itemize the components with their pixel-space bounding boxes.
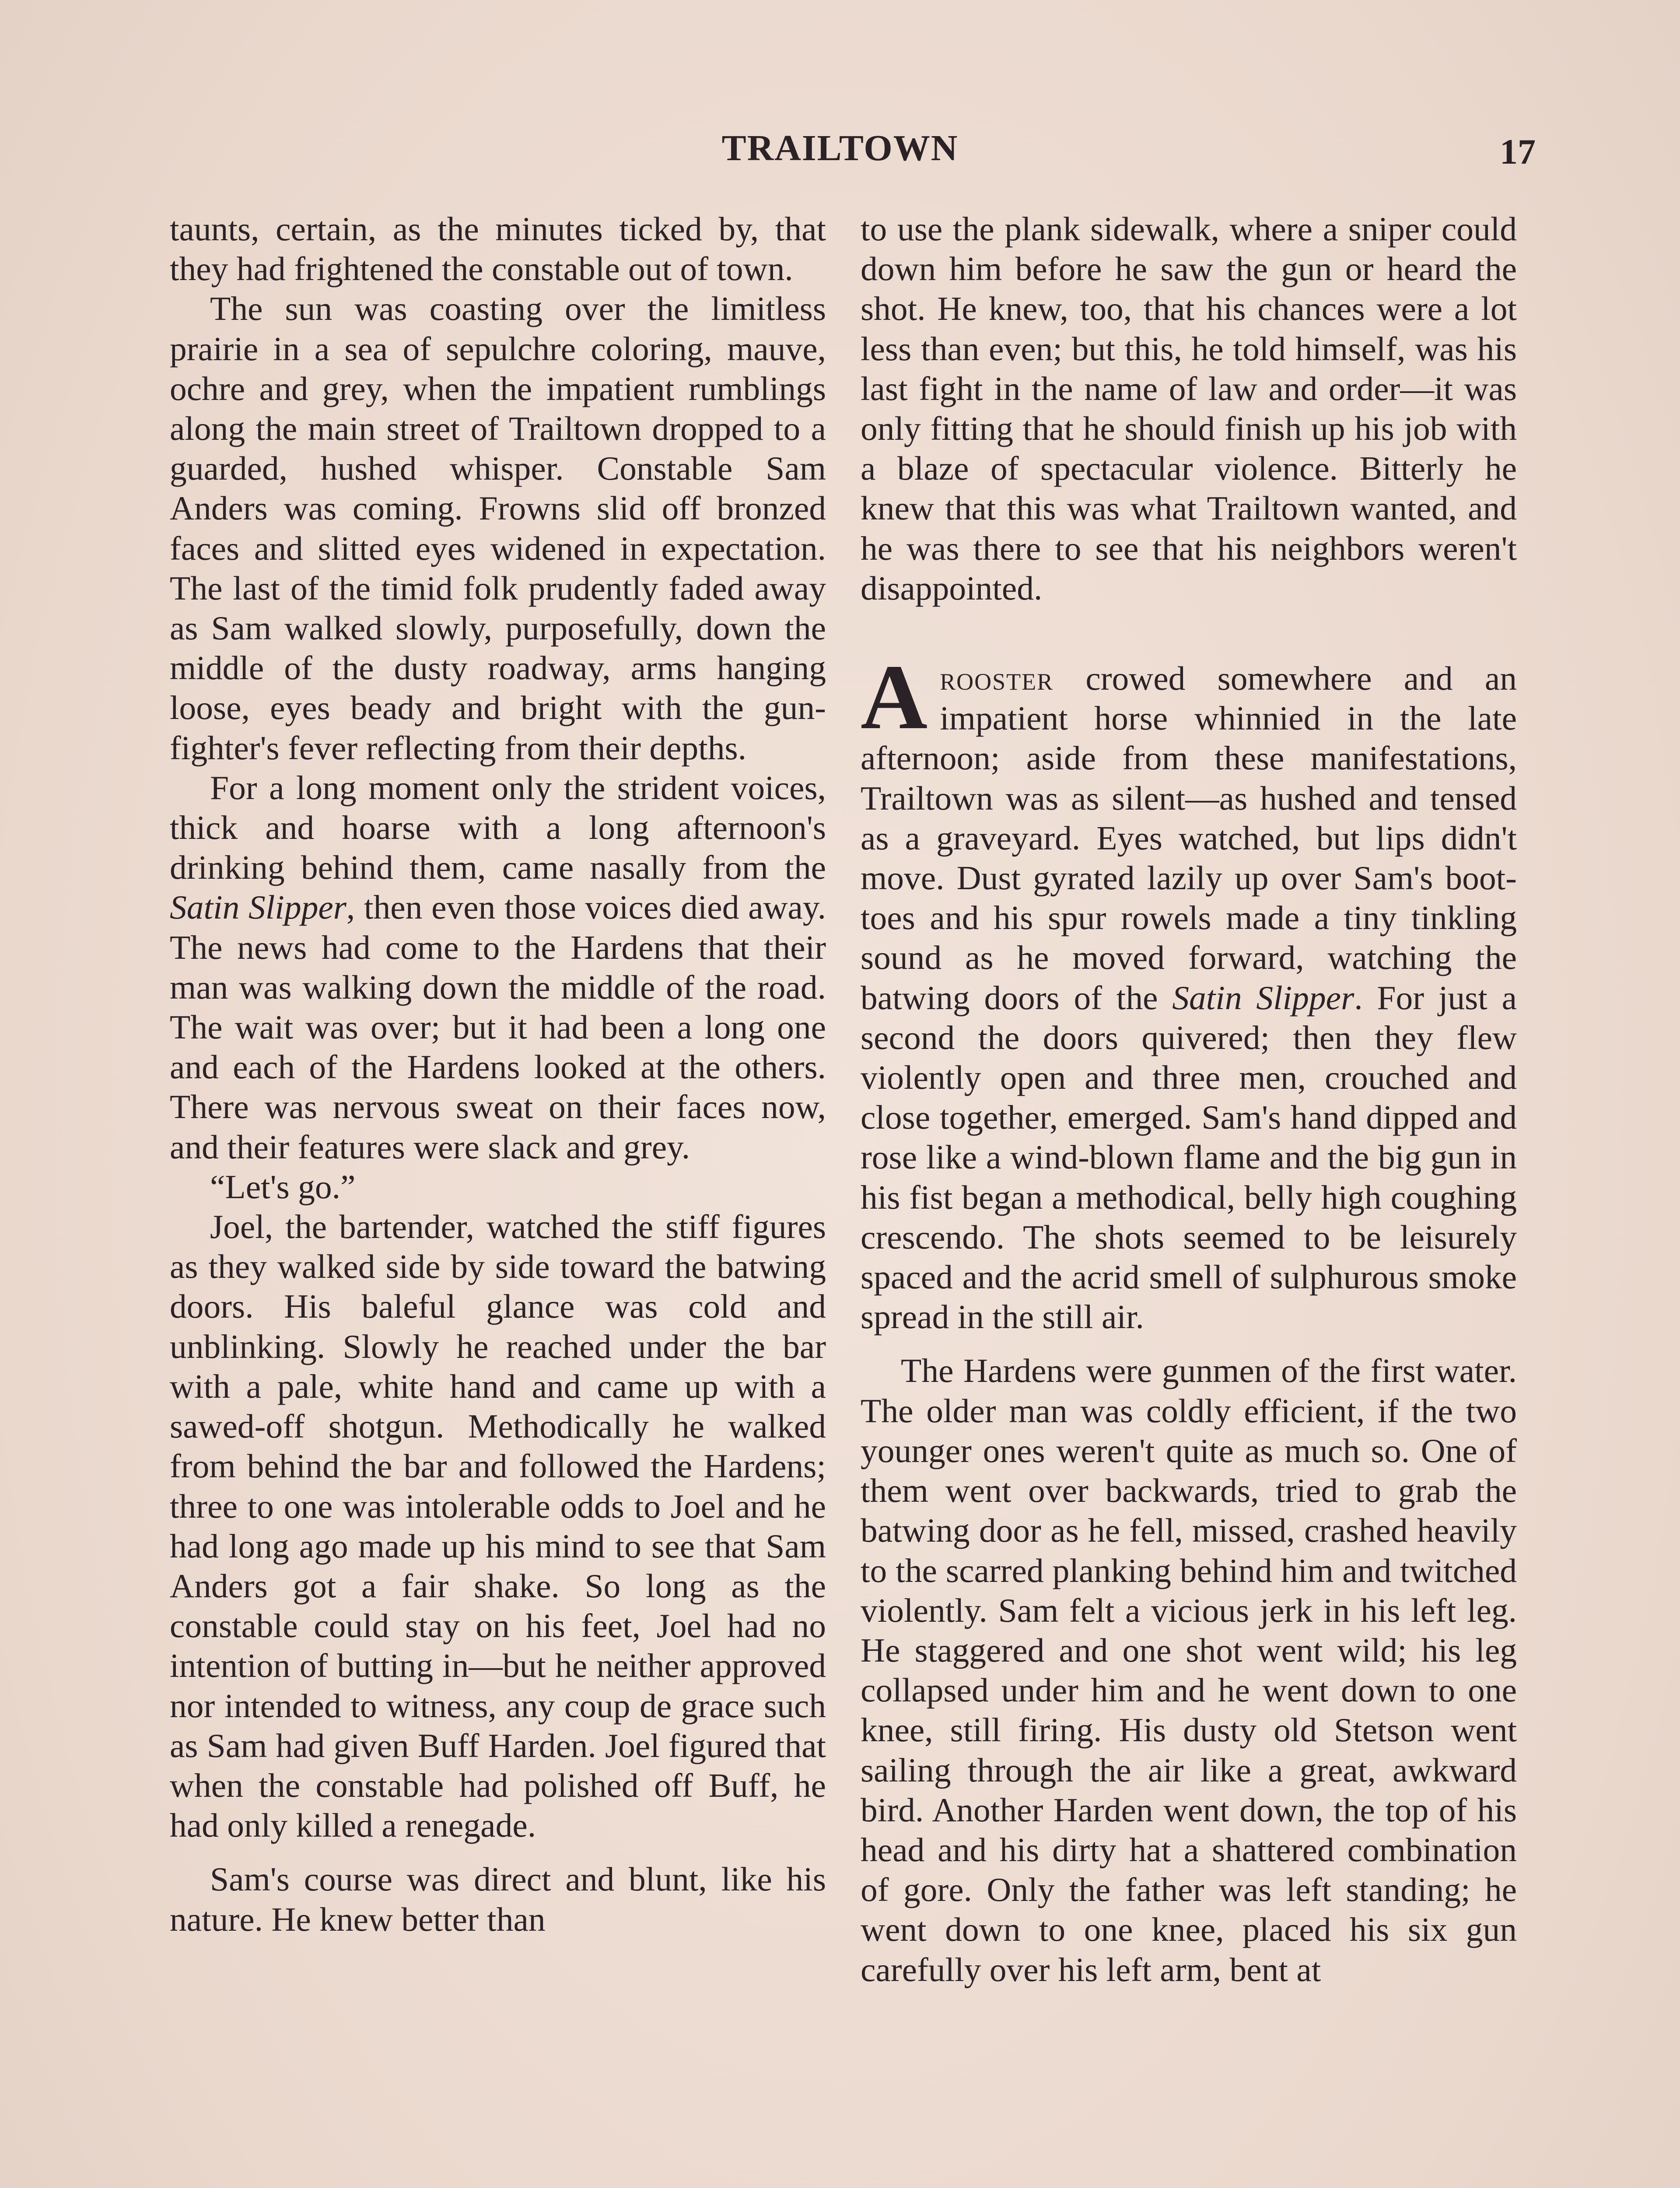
right-text-column (861, 209, 1517, 1990)
paragraph: The sun was coasting over the limitless prairie in a sea of sepulchre coloring, mauve, ochre and grey, when the impatient rumblings along the main street of Trailtown dropped to a guarded, hushed whisper. Constable Sam Anders was coming. Frowns slid off bronzed faces and slitted eyes widened in expectation. The last of the timid folk prudently faded away as Sam walked slowly, purposefully, down the middle of the dusty roadway, arms hanging loose, eyes beady and bright with the gun-fighter's fever reflecting from their depths. (170, 290, 826, 767)
paragraph: to use the plank sidewalk, where a sniper could down him before he saw the gun or heard the shot. He knew, too, that his chances were a lot less than even; but this, he told himself, was his last fight in the name of law and order—it was only fitting that he should finish up his job with a blaze of spectacular violence. Bitterly he knew that this was what Trailtown wanted, and he was there to see that his neighbors weren't disappointed. (861, 210, 1517, 607)
paragraph: Joel, the bartender, watched the stiff figures as they walked side by side toward the batwing doors. His baleful glance was cold and unblinking. Slowly he reached under the bar with a pale, white hand and came up with a sawed-off shotgun. Methodically he walked from behind the bar and followed the Hardens; three to one was intolerable odds to Joel and he had long ago made up his mind to see that Sam Anders got a fair shake. So long as the constable could stay on his feet, Joel had no intention of butting in—but he neither approved nor intended to witness, any coup de grace such as Sam had given Buff Harden. Joel figured that when the constable had polished off Buff, he had only killed a renegade. (170, 1208, 826, 1844)
paragraph-text: crowed somewhere and an impatient horse whinnied in the late afternoon; aside from these manifestations, Trailtown was as silent—as hushed and tensed as a graveyard. Eyes watched, but lips didn't move. Dust gyrated lazily up over Sam's boot-toes and his spur rowels made a tiny tinkling sound as he moved forward, watching the batwing doors of the (861, 659, 1517, 1017)
saloon-name-italic: Satin Slipper (1172, 978, 1354, 1017)
paragraph (170, 768, 826, 1167)
saloon-name-italic: Satin Slipper (170, 888, 346, 926)
paragraph-text: For a long moment only the strident voices, thick and hoarse with a long afternoon's drinking behind them, came nasally from the (170, 768, 826, 887)
paragraph: The Hardens were gunmen of the first water. The older man was coldly efficient, if the two younger ones weren't quite as much so. One of them went over backwards, tried to grab the batwing door as he fell, missed, crashed heavily to the scarred planking behind him and twitched violently. Sam felt a vicious jerk in his left leg. He staggered and one shot went wild; his leg collapsed under him and he went down to one knee, still firing. His dusty old Stetson went sailing through the air like a great, awkward bird. Another Harden went down, the top of his head and his dirty hat a shattered combination of gore. Only the father was left standing; he went down to one knee, placed his six gun carefully over his left arm, bent at (861, 1352, 1517, 1988)
left-text-column (170, 209, 826, 1939)
page-number: 17 (1500, 132, 1536, 172)
paragraph-text: , then even those voices died away. The news had come to the Hardens that their man was walking down the middle of the road. The wait was over; but it had been a long one and each of the Hardens looked at the others. There was nervous sweat on their faces now, and their features were slack and grey. (170, 888, 826, 1166)
drop-cap: A (861, 645, 928, 749)
paragraph: taunts, certain, as the minutes ticked by, that they had frightened the constable out of town. (170, 210, 826, 288)
running-header-title: TRAILTOWN (721, 128, 959, 168)
section-opening-paragraph (861, 645, 1517, 1337)
paragraph-text: . For just a second the doors quivered; then they flew violently open and three men, crouched and close together, emerged. Sam's hand dipped and rose like a wind-blown flame and the big gun in his fist began a methodical, belly high coughing crescendo. The shots seemed to be leisurely spaced and the acrid smell of sulphurous smoke spread in the still air. (861, 978, 1517, 1336)
paragraph: Sam's course was direct and blunt, like his nature. He knew better than (170, 1860, 826, 1938)
dialogue-line: “Let's go.” (210, 1168, 356, 1206)
small-caps-lead: rooster (940, 659, 1054, 698)
